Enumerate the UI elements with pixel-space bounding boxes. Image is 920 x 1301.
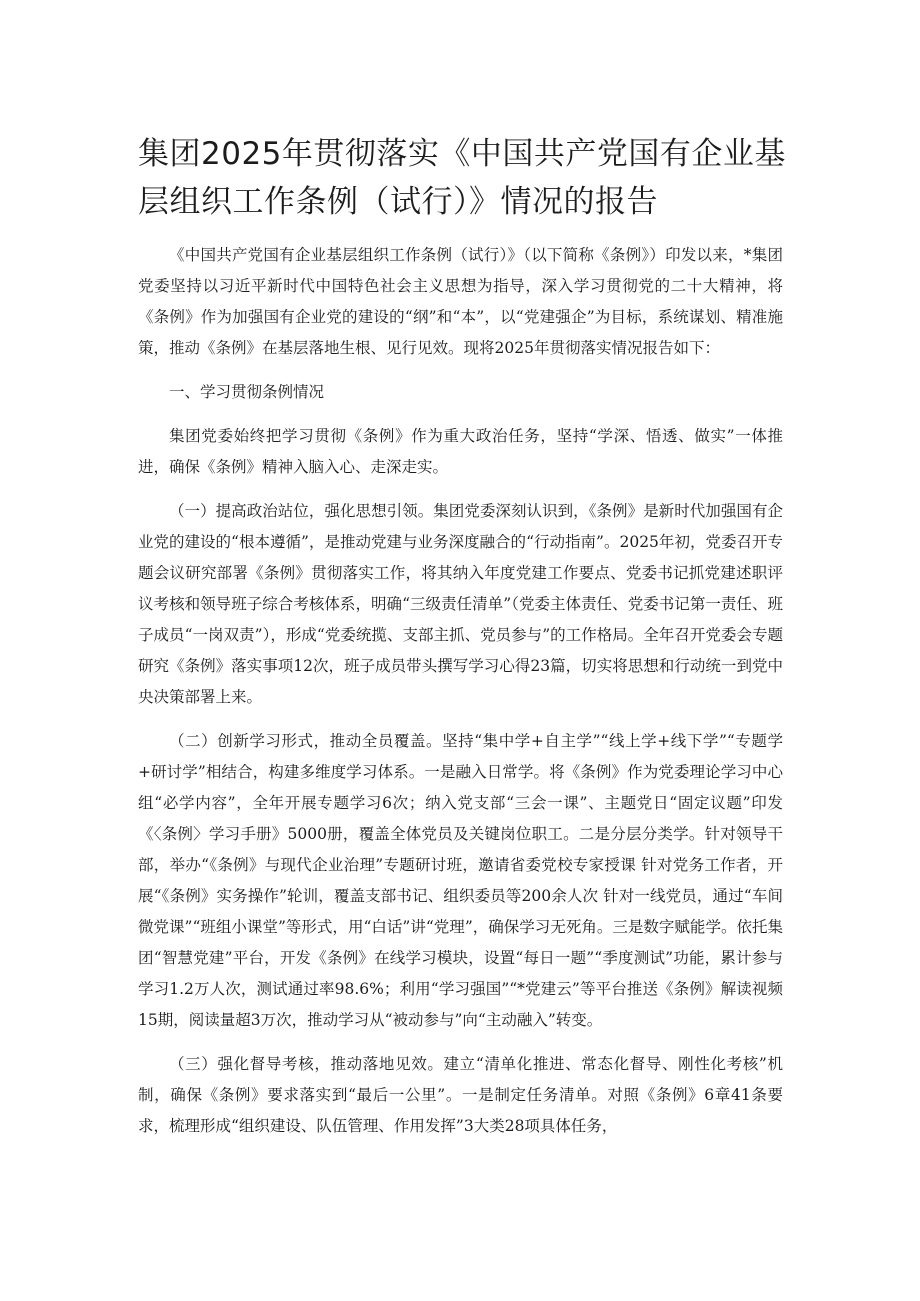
document-body <box>138 240 783 1155</box>
intro-paragraph: 《中国共产党国有企业基层组织工作条例（试行）》（以下简称《条例》）印发以来，*集团党委坚持以习近平新时代中国特色社会主义思想为指导，深入学习贯彻党的二十大精神，将《条例》作为加强国有企业党的建设的“纲”和“本”，以“党建强企”为目标，系统谋划、精准施策，推动《条例》在基层落地生根、见行见效。现将2025年贯彻落实情况报告如下： <box>138 246 783 357</box>
section-heading: 一、学习贯彻条例情况 <box>169 383 325 401</box>
document-title: 集团2025年贯彻落实《中国共产党国有企业基层组织工作条例（试行）》情况的报告 <box>138 136 786 220</box>
subsection-paragraph-1: （一）提高政治站位，强化思想引领。集团党委深刻认识到，《条例》是新时代加强国有企业党的建设的“根本遵循”，是推动党建与业务深度融合的“行动指南”。2025年初，党委召开专题会议研究部署《条例》贯彻落实工作，将其纳入年度党建工作要点、党委书记抓党建述职评议考核和领导班子综合考核体系，明确“三级责任清单”（党委主体责任、党委书记第一责任、班子成员“一岗双责”），形成“党委统揽、支部主抓、党员参与”的工作格局。全年召开党委会专题研究《条例》落实事项12次，班子成员带头撰写学习心得23篇，切实将思想和行动统一到党中央决策部署上来。 <box>138 502 783 706</box>
subsection-paragraph-2: （二）创新学习形式，推动全员覆盖。坚持“集中学+自主学”“线上学+线下学”“专题学+研讨学”相结合，构建多维度学习体系。一是融入日常学。将《条例》作为党委理论学习中心组“必学内容”，全年开展专题学习6次；纳入党支部“三会一课”、主题党日“固定议题”印发《〈条例〉学习手册》5000册，覆盖全体党员及关键岗位职工。二是分层分类学。针对领导干部，举办“《条例》与现代企业治理”专题研讨班，邀请省委党校专家授课 针对党务工作者，开展“《条例》实务操作”轮训，覆盖支部书记、组织委员等200余人次 针对一线党员，通过“车间微党课”“班组小课堂”等形式，用“白话”讲“党理”，确保学习无死角。三是数字赋能学。依托集团“智慧党建”平台，开发《条例》在线学习模块，设置“每日一题”“季度测试”功能，累计参与学习1.2万人次，测试通过率98.6%；利用“学习强国”“*党建云”等平台推送《条例》解读视频15期，阅读量超3万次，推动学习从“被动参与”向“主动融入”转变。 <box>138 732 783 1029</box>
section-intro-paragraph: 集团党委始终把学习贯彻《条例》作为重大政治任务，坚持“学深、悟透、做实”一体推进，确保《条例》精神入脑入心、走深走实。 <box>138 427 783 476</box>
subsection-paragraph-3: （三）强化督导考核，推动落地见效。建立“清单化推进、常态化督导、刚性化考核”机制，确保《条例》要求落实到“最后一公里”。一是制定任务清单。对照《条例》6章41条要求，梳理形成“组织建设、队伍管理、作用发挥”3大类28项具体任务， <box>138 1055 783 1135</box>
